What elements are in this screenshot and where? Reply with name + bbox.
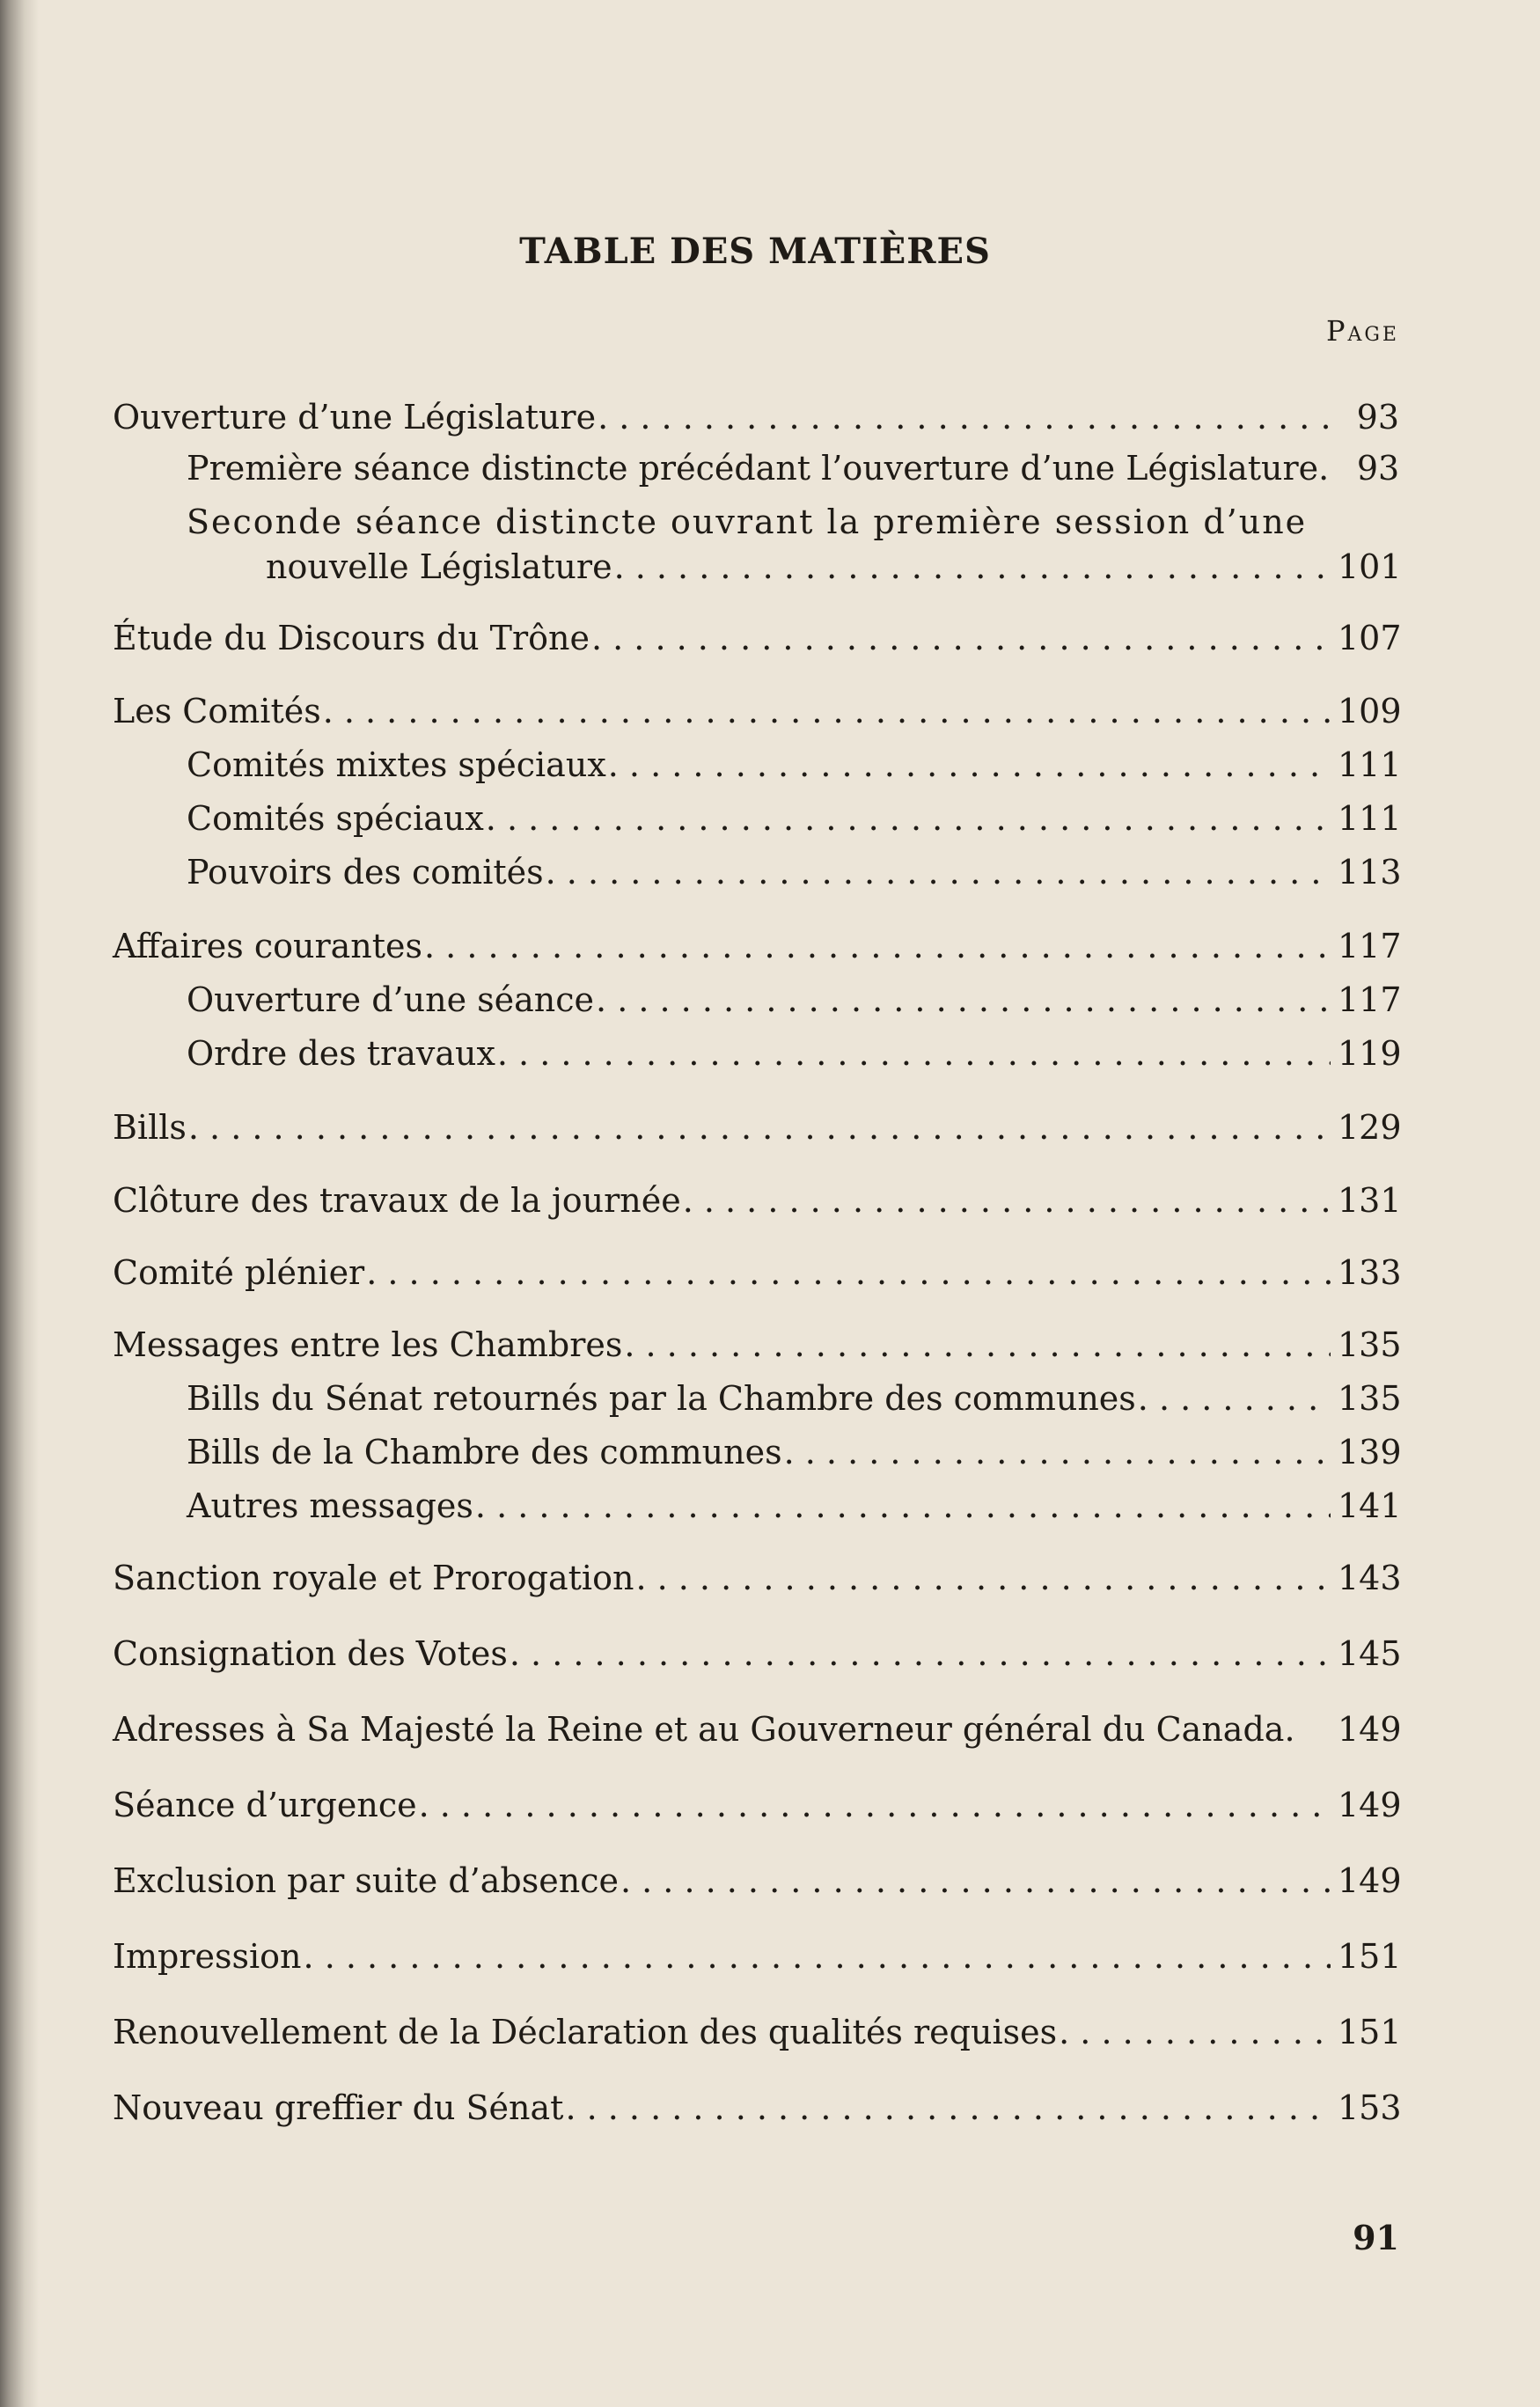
toc-entry-page: 139 — [1338, 1433, 1402, 1471]
dot-leader — [784, 1425, 1331, 1479]
toc-entry-title: Exclusion par suite d’absence — [113, 1861, 619, 1900]
dot-leader — [591, 611, 1331, 665]
toc-entry-title: Pouvoirs des comités — [187, 853, 544, 892]
dot-leader — [510, 1626, 1331, 1681]
dot-leader — [486, 791, 1331, 846]
toc-entry-title: Bills de la Chambre des communes — [187, 1433, 782, 1471]
toc-entry-page: 135 — [1338, 1325, 1402, 1364]
toc-entry-title: Comités mixtes spéciaux — [187, 745, 606, 784]
toc-entry-title: Les Comités — [113, 692, 321, 730]
dot-leader — [608, 738, 1331, 792]
toc-entry-discours-trone — [113, 611, 1402, 665]
dot-leader — [624, 1317, 1331, 1372]
toc-entry-messages-chambres — [113, 1317, 1402, 1372]
toc-entry-title: Bills — [113, 1108, 187, 1147]
dot-leader — [475, 1479, 1331, 1533]
toc-entry-title: Renouvellement de la Déclaration des qualités requises — [113, 2013, 1058, 2051]
toc-entry-page: 93 — [1356, 449, 1400, 488]
toc-entry-page: 113 — [1338, 853, 1402, 892]
toc-entry-page: 131 — [1338, 1181, 1402, 1220]
toc-entry-title: Messages entre les Chambres — [113, 1325, 623, 1364]
toc-entry-title: Séance d’urgence — [113, 1786, 417, 1824]
book-spine-shadow — [0, 0, 39, 2407]
toc-entry-title: Impression — [113, 1937, 302, 1976]
toc-entry-comites-mixtes — [187, 738, 1402, 792]
toc-entry-title: Comité plénier — [113, 1253, 365, 1292]
toc-entry-title: Bills du Sénat retournés par la Chambre des communes — [187, 1379, 1136, 1418]
dot-leader — [1059, 2005, 1331, 2059]
toc-entry-page: 111 — [1338, 745, 1402, 784]
toc-entry-page: 111 — [1338, 799, 1402, 838]
toc-entry-comite-plenier — [113, 1245, 1402, 1300]
toc-entry-bills-senat — [187, 1371, 1402, 1426]
toc-entry-cloture-travaux — [113, 1173, 1402, 1228]
dot-leader — [596, 972, 1331, 1027]
dot-leader — [497, 1026, 1331, 1081]
dot-leader — [323, 684, 1331, 738]
toc-entry-page: 117 — [1338, 980, 1402, 1019]
toc-entry-page: 117 — [1338, 927, 1402, 965]
toc-entry-title: Ordre des travaux — [187, 1034, 495, 1073]
toc-entry-bills — [113, 1100, 1402, 1155]
dot-leader — [614, 539, 1331, 594]
dot-leader — [546, 845, 1331, 899]
toc-entry-seance-urgence — [113, 1778, 1402, 1832]
toc-entry-exclusion — [113, 1853, 1402, 1908]
toc-entry-page: 129 — [1338, 1108, 1402, 1147]
dot-leader — [366, 1245, 1331, 1300]
dot-leader — [683, 1173, 1331, 1228]
toc-entry-title: Seconde séance distincte ouvrant la première session d’une — [187, 503, 1308, 541]
toc-entry-page: 153 — [1338, 2088, 1402, 2127]
dot-leader — [565, 2080, 1331, 2135]
toc-entry-page: 93 — [1356, 398, 1399, 437]
toc-entry-seconde-seance-cont — [266, 539, 1402, 594]
toc-entry-title: Sanction royale et Prorogation — [113, 1559, 634, 1597]
toc-entry-autres-messages — [187, 1479, 1402, 1533]
toc-entry-page: 101 — [1338, 547, 1402, 586]
toc-entry-impression — [113, 1929, 1402, 1984]
toc-entry-title: Autres messages — [187, 1486, 473, 1525]
page-title: TABLE DES MATIÈRES — [519, 231, 991, 272]
toc-entry-page: 141 — [1338, 1486, 1402, 1525]
toc-entry-consignation-votes — [113, 1626, 1402, 1681]
toc-entry-adresses — [113, 1702, 1402, 1757]
toc-entry-title: Ouverture d’une séance — [187, 980, 595, 1019]
toc-entry-sanction-royale — [113, 1551, 1402, 1605]
page-number: 91 — [1353, 2218, 1399, 2257]
dot-leader — [424, 919, 1331, 973]
toc-entry-title: Affaires courantes — [113, 927, 423, 965]
toc-entry-title: Consignation des Votes — [113, 1634, 508, 1673]
toc-entry-bills-chambre-communes — [187, 1425, 1402, 1479]
toc-entry-page: 143 — [1338, 1559, 1402, 1597]
toc-entry-title: Étude du Discours du Trône — [113, 619, 590, 657]
toc-entry-premiere-seance — [187, 441, 1399, 495]
toc-entry-title: nouvelle Législature — [266, 547, 612, 586]
toc-entry-ordre-travaux — [187, 1026, 1402, 1081]
toc-entry-renouvellement — [113, 2005, 1402, 2059]
dot-leader — [419, 1778, 1331, 1832]
toc-entry-pouvoirs-comites — [187, 845, 1402, 899]
toc-entry-page: 135 — [1338, 1379, 1402, 1418]
dot-leader — [304, 1929, 1331, 1984]
dot-leader — [620, 1853, 1331, 1908]
dot-leader — [1138, 1371, 1331, 1426]
dot-leader — [188, 1100, 1331, 1155]
toc-entry-title: Comités spéciaux — [187, 799, 484, 838]
toc-entry-page: 149 — [1338, 1710, 1402, 1749]
toc-entry-comites — [113, 684, 1402, 738]
page-column-heading: Page — [1325, 314, 1399, 348]
toc-entry-nouveau-greffier — [113, 2080, 1402, 2135]
toc-entry-ouverture-seance — [187, 972, 1402, 1027]
toc-entry-page: 133 — [1338, 1253, 1402, 1292]
dot-leader — [598, 390, 1331, 444]
toc-entry-ouverture — [113, 390, 1399, 444]
toc-entry-page: 149 — [1338, 1786, 1402, 1824]
toc-entry-page: 107 — [1338, 619, 1402, 657]
toc-entry-title: Clôture des travaux de la journée — [113, 1181, 681, 1220]
toc-entry-page: 109 — [1338, 692, 1402, 730]
dot-leader — [635, 1551, 1331, 1605]
toc-entry-title: Première séance distincte précédant l’ouverture d’une Législature. — [187, 449, 1330, 488]
toc-entry-page: 151 — [1338, 2013, 1402, 2051]
toc-entry-page: 145 — [1338, 1634, 1402, 1673]
toc-entry-title: Ouverture d’une Législature — [113, 398, 597, 437]
toc-entry-page: 119 — [1338, 1034, 1402, 1073]
toc-entry-title: Nouveau greffier du Sénat — [113, 2088, 564, 2127]
toc-entry-title: Adresses à Sa Majesté la Reine et au Gouverneur général du Canada. — [113, 1710, 1295, 1749]
toc-entry-page: 151 — [1338, 1937, 1402, 1976]
toc-entry-page: 149 — [1338, 1861, 1402, 1900]
toc-entry-comites-speciaux — [187, 791, 1402, 846]
toc-entry-affaires-courantes — [113, 919, 1402, 973]
